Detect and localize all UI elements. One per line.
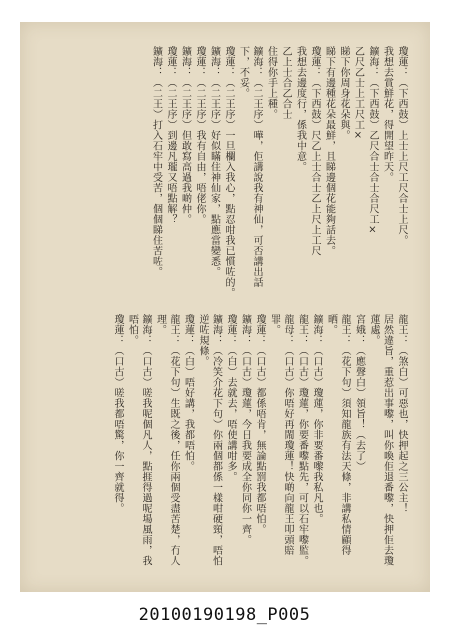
text-column: 居然違旨，重惹出事嚟，叫你喚佢退番嚟，快押佢去瓊蓮處。 (368, 314, 393, 566)
text-column: 鑛海：（冷笑介花下句）你兩個都係一樣咁硬頸，唔怕逆咗規條。 (197, 314, 222, 566)
text-column: 龍王：（花下句）須知龍族有法天條，非講私情顧得晒。 (325, 314, 350, 556)
text-column: 我想去賞鮮花，得開望昨天。 (381, 46, 393, 183)
text-column: 瓊蓮：（二王序）到邊凡瓏又唔點解？ (165, 46, 176, 225)
text-column: 龍王：（花下句）生既之後，任你兩個受盡苦楚，冇人理。 (154, 314, 179, 566)
text-column: 龍王：（煞白）可惡也，快押起之三公主！ (396, 314, 407, 514)
archive-id-caption: 20100190198_P005 (138, 605, 311, 625)
text-column: 鑛海：（口古）瓊蓮，今日我要成全你同你一齊。 (239, 314, 251, 545)
text-column: 住得你手上種。 (265, 46, 277, 120)
text-column: 瓊蓮：（下西鼓）尺乙上士合士乙上尺上工尺 (309, 46, 320, 256)
bottom-text-columns (112, 314, 408, 576)
text-column: 鑛海：（口古）嗟我呢個凡人，點捱得過呢場風雨，我唔怕。 (126, 314, 151, 566)
text-column: 睇下你周身花朵與。 (338, 46, 349, 141)
text-column: 瓊蓮：（口古）都係唔肯，無論點罰我都唔怕。 (254, 314, 265, 535)
text-column: 龍母：（口古）你唔好再閙瓊蓮！快啲向龍王叩頭賠罪。 (268, 314, 293, 556)
text-column: 宮娥：（應聲白）領旨！（去了） (353, 314, 365, 472)
text-column: 瓊蓮：（二王序）我有自由，唔佬你。 (194, 46, 205, 225)
text-column: 瓊蓮：（下西鼓）上士上尺工尺合士上尺。 (396, 46, 407, 246)
text-column: 鑛海：（下西鼓）乙尺合士合士合尺工× (367, 46, 378, 236)
text-column: 瓊蓮：（白）唔好講，我都唔怕。 (182, 314, 194, 472)
text-column: 瓊蓮：（二王序）一旦欄入我心，點忍咁我已慣咗的。 (223, 46, 234, 298)
text-column: 鑛海：（二王序）但敢寫高過我啲仲。 (179, 46, 191, 225)
text-column: 乙尺乙士上工尺工× (352, 46, 364, 142)
text-column: 鑛海：（口古）瓊蓮，你非要番嚟我私凡也。 (311, 314, 322, 524)
scanned-page (20, 22, 430, 592)
text-column: 鑛海：（二王序）好似瞞住神仙家，點應當變悉。 (208, 46, 220, 277)
text-column: 鑛海：（二王序）嘩，佢講說我有神仙，可否講出話下，不妥。 (237, 46, 262, 288)
text-column: 瓊蓮：（白）去就去，唔使講咁多。 (225, 314, 236, 482)
text-column: 瓊蓮：（口古）嗟我都唔驚，你一齊就得。 (112, 314, 123, 514)
page-bottom-half (20, 314, 430, 576)
top-text-columns (150, 46, 408, 306)
page-top-half (20, 46, 430, 306)
text-column: 睇下有邊種花朵最鮮，且睇邊個花能夠話去。 (323, 46, 335, 256)
text-column: 鑛海：（二王）打入石牢中受苦，個個睇住苦咗。 (150, 46, 162, 277)
text-column: 我想去邊度行，係我中意。 (294, 46, 306, 172)
text-column: 龍王：（口古）瓊蓮，你要番嚟點先，可以石牢嚟監。 (296, 314, 308, 566)
text-column: 乙上士合乙合士 (280, 46, 291, 120)
